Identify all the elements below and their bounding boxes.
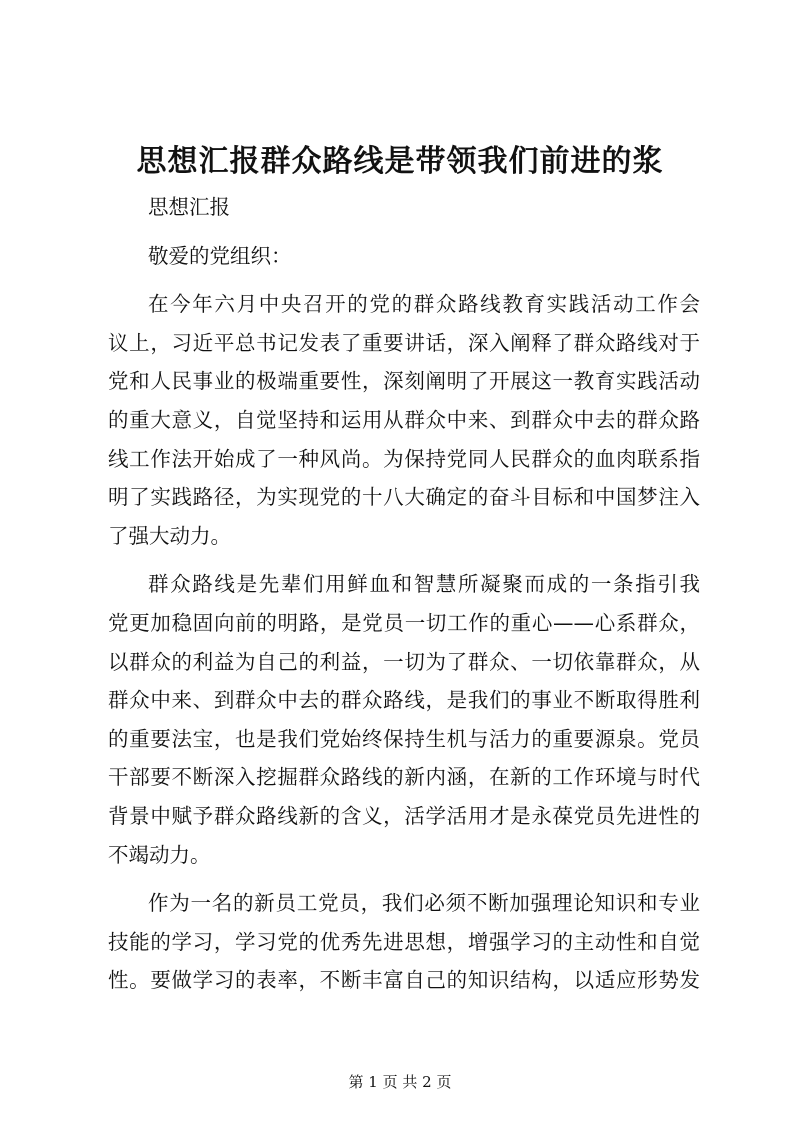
paragraph-line: 党更加稳固向前的明路，是党员一切工作的重心——心系群众，	[108, 610, 700, 635]
paragraph-line: 党和人民事业的极端重要性，深刻阐明了开展这一教育实践活动	[108, 369, 700, 394]
document-body	[108, 188, 700, 1000]
paragraph-line: 明了实践路径，为实现党的十八大确定的奋斗目标和中国梦注入	[108, 485, 700, 510]
paragraph-line: 干部要不断深入挖掘群众路线的新内涵，在新的工作环境与时代	[108, 765, 700, 790]
page-number-footer: 第 1 页 共 2 页	[348, 1073, 452, 1091]
paragraph-line: 线工作法开始成了一种风尚。为保持党同人民群众的血肉联系指	[108, 446, 700, 471]
paragraph-line: 的重要法宝，也是我们党始终保持生机与活力的重要源泉。党员	[108, 726, 700, 751]
page-title: 思想汇报群众路线是带领我们前进的浆	[136, 144, 664, 179]
paragraph-line: 了强大动力。	[108, 523, 231, 548]
paragraph-line: 以群众的利益为自己的利益，一切为了群众、一切依靠群众，从	[108, 649, 700, 674]
paragraph-2	[108, 565, 700, 874]
paragraph-line: 的重大意义，自觉坚持和运用从群众中来、到群众中去的群众路	[108, 407, 700, 432]
paragraph-line: 背景中赋予群众路线新的含义，活学活用才是永葆党员先进性的	[108, 803, 700, 828]
paragraph-line: 性。要做学习的表率，不断丰富自己的知识结构，以适应形势发	[108, 968, 700, 993]
subtitle: 思想汇报	[148, 195, 230, 219]
paragraph-line: 群众路线是先辈们用鲜血和智慧所凝聚而成的一条指引我	[148, 572, 700, 597]
paragraph-1	[108, 285, 700, 555]
salutation: 敬爱的党组织：	[148, 243, 292, 268]
paragraph-line: 不竭动力。	[108, 842, 211, 867]
paragraph-line: 群众中来、到群众中去的群众路线，是我们的事业不断取得胜利	[108, 688, 700, 713]
paragraph-line: 议上，习近平总书记发表了重要讲话，深入阐释了群众路线对于	[108, 330, 700, 355]
paragraph-line: 作为一名的新员工党员，我们必须不断加强理论知识和专业	[148, 891, 700, 916]
paragraph-3	[108, 884, 700, 1000]
paragraph-line: 在今年六月中央召开的党的群众路线教育实践活动工作会	[148, 292, 700, 317]
paragraph-line: 技能的学习，学习党的优秀先进思想，增强学习的主动性和自觉	[108, 929, 700, 954]
